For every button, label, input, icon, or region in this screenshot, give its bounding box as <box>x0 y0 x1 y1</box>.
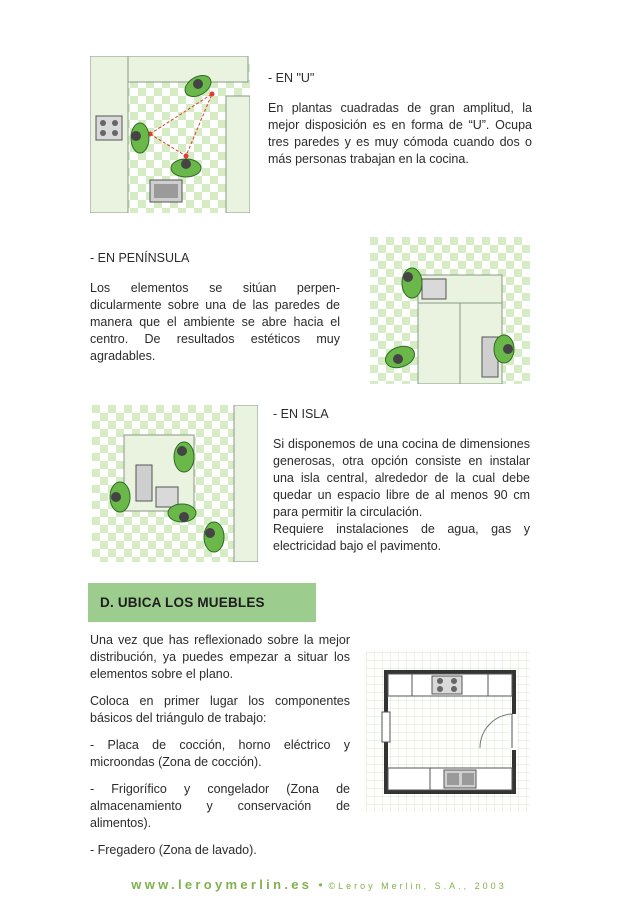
floor-plan-illustration <box>366 652 530 812</box>
footer-copyright: ©Leroy Merlin, S.A., 2003 <box>328 881 507 891</box>
section-body-peninsula: Los elementos se sitúan perpen- dicularmente sobre una de las paredes de manera que el ambiente se abre hacia el centro. De resultados estéticos muy agradables. <box>90 281 340 363</box>
section-d-paragraph: - Fregadero (Zona de lavado). <box>90 843 257 857</box>
page-footer <box>0 876 638 894</box>
section-heading-peninsula: - EN PENÍNSULA <box>90 251 190 265</box>
section-d-title: D. UBICA LOS MUEBLES <box>100 595 265 610</box>
footer-site: www.leroymerlin.es <box>131 877 313 892</box>
section-d-paragraph: - Frigorífico y congelador (Zona de almacenamiento y conservación de alimentos). <box>90 782 350 830</box>
section-body-isla: Si disponemos de una cocina de dimensiones generosas, otra opción consiste en instalar una isla central, alrededor de la cual debe quedar un espacio libre de al menos 90 cm para permitir la circulación. <box>273 437 530 519</box>
u-layout-illustration <box>90 56 250 213</box>
section-d-paragraph: Una vez que has reflexionado sobre la mejor distribución, ya puedes empezar a situar los elementos sobre el plano. <box>90 633 350 681</box>
section-d-paragraph: Coloca en primer lugar los componentes básicos del triángulo de trabajo: <box>90 694 350 725</box>
section-d-body <box>90 632 350 869</box>
island-layout-illustration <box>92 405 258 562</box>
section-d-title-bar <box>88 583 316 622</box>
section-d-paragraph: - Placa de cocción, horno eléctrico y microondas (Zona de cocción). <box>90 738 350 769</box>
section-body-en-u: En plantas cuadradas de gran amplitud, la mejor disposición es en forma de “U”. Ocupa tres paredes y es muy cómoda cuando dos o más personas trabajan en la cocina. <box>268 101 532 166</box>
section-heading-isla: - EN ISLA <box>273 407 329 421</box>
peninsula-layout-illustration <box>370 237 530 384</box>
section-body-isla-2: Requiere instalaciones de agua, gas y electricidad bajo el pavimento. <box>273 522 530 553</box>
section-heading-en-u: - EN "U" <box>268 71 315 85</box>
footer-separator: • <box>318 878 323 892</box>
